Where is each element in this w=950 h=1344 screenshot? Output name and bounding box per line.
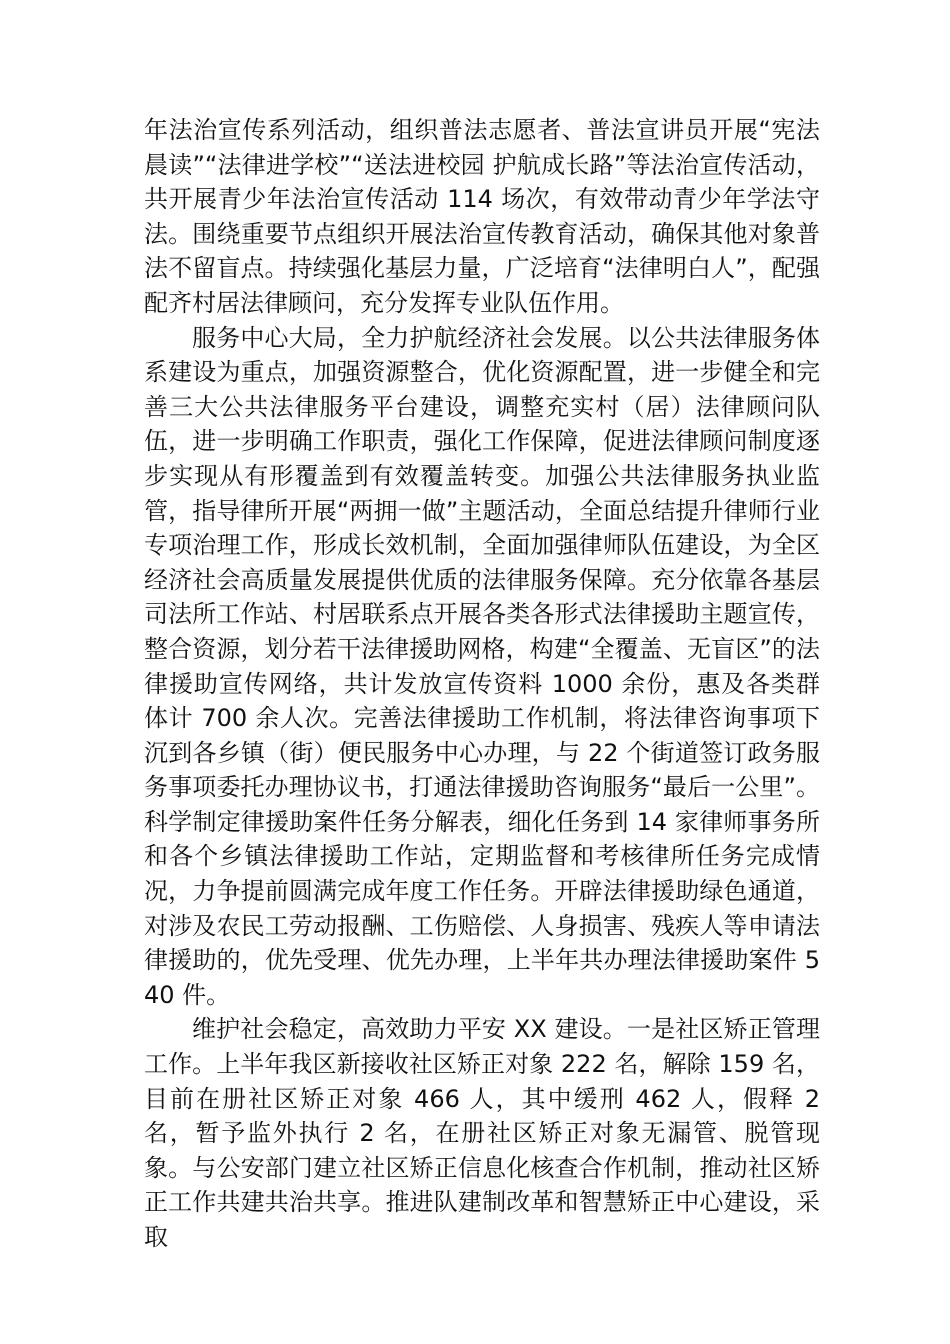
- paragraph-legal-services: 服务中心大局，全力护航经济社会发展。以公共法律服务体系建设为重点，加强资源整合，优化资源配置，进一步健全和完善三大公共法律服务平台建设，调整充实村（居）法律顾问队伍，进一步明确工作职责，强化工作保障，促进法律顾问制度逐步实现从有形覆盖到有效覆盖转变。加强公共法律服务执业监管，指导律所开展“两拥一做”主题活动，全面总结提升律师行业专项治理工作，形成长效机制，全面加强律师队伍建设，为全区经济社会高质量发展提供优质的法律服务保障。充分依靠各基层司法所工作站、村居联系点开展各类各形式法律援助主题宣传，整合资源，划分若干法律援助网格，构建“全覆盖、无盲区”的法律援助宣传网络，共计发放宣传资料 1000 余份，惠及各类群体计 700 余人次。完善法律援助工作机制，将法律咨询事项下沉到各乡镇（街）便民服务中心办理，与 22 个街道签订政务服务事项委托办理协议书，打通法律援助咨询服务“最后一公里”。科学制定律援助案件任务分解表，细化任务到 14 家律师事务所和各个乡镇法律援助工作站，定期监督和考核律所任务完成情况，力争提前圆满完成年度工作任务。开辟法律援助绿色通道，对涉及农民工劳动报酬、工伤赔偿、人身损害、残疾人等申请法律援助的，优先受理、优先办理，上半年共办理法律援助案件 540 件。: [144, 323, 820, 1009]
- paragraph-social-stability: 维护社会稳定，高效助力平安 XX 建设。一是社区矫正管理工作。上半年我区新接收社区矫正对象 222 名，解除 159 名，目前在册社区矫正对象 466 人，其中缓刑 462 人，假释 2 名，暂予监外执行 2 名，在册社区矫正对象无漏管、脱管现象。与公安部门建立社区矫正信息化核查合作机制，推动社区矫正工作共建共治共享。推进队建制改革和智慧矫正中心建设，采取: [144, 1015, 820, 1251]
- body-text: [144, 113, 820, 1255]
- paragraph-legal-publicity: 年法治宣传系列活动，组织普法志愿者、普法宣讲员开展“宪法晨读”“法律进学校”“送法进校园 护航成长路”等法治宣传活动，共开展青少年法治宣传活动 114 场次，有效带动青少年学法守法。围绕重要节点组织开展法治宣传教育活动，确保其他对象普法不留盲点。持续强化基层力量，广泛培育“法律明白人”，配强配齐村居法律顾问，充分发挥专业队伍作用。: [144, 116, 820, 317]
